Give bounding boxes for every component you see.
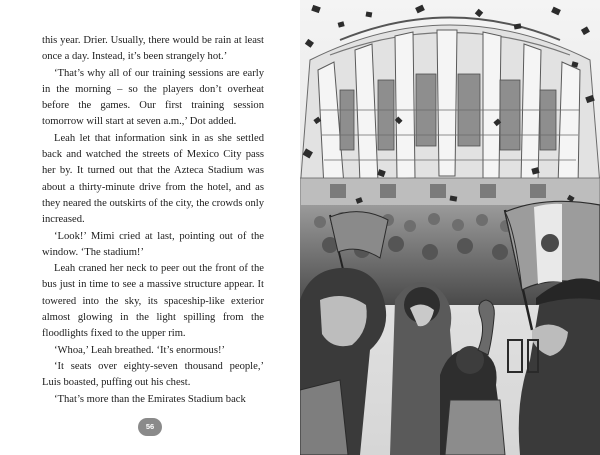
stadium-structure (300, 18, 600, 211)
paragraph: ‘That’s more than the Emirates Stadium back (54, 393, 246, 405)
paragraph: ‘It seats over eighty-seven thousand people,’ Luis boasted, puffing out his chest. (42, 360, 264, 389)
paragraph: ‘Whoa,’ Leah breathed. ‘It’s enormous!’ (54, 344, 225, 356)
paragraph: ‘Look!’ Mimi cried at last, pointing out of the window. ‘The stadium!’ (42, 230, 264, 258)
text-column (42, 33, 264, 408)
paragraph: ‘That’s why all of our training sessions are early in the morning – so the players don’t overheat before the games. Our first training session tomorrow will start at seven a.m.,’ Dot added. (42, 67, 264, 128)
paragraph: this year. Drier. Usually, there would be rain at least once a day. Instead, it’s been strangely hot.’ (42, 35, 264, 63)
stadium-illustration (300, 0, 600, 455)
paragraph: Leah let that information sink in as she settled back and watched the streets of Mexico City pass her by. It turned out that the Azteca Stadium was about a thirty-minute drive from the hotel, and as they neared the outskirts of the city, the crowds only increased. (42, 132, 264, 226)
paragraph: Leah craned her neck to peer out the front of the bus just in time to see a massive structure appear. It towered into the sky, its spaceship-like exterior almost glowing in the light spilling from the floodlights fixed to the upper rim. (42, 263, 264, 340)
page-number: 56 (138, 418, 162, 436)
